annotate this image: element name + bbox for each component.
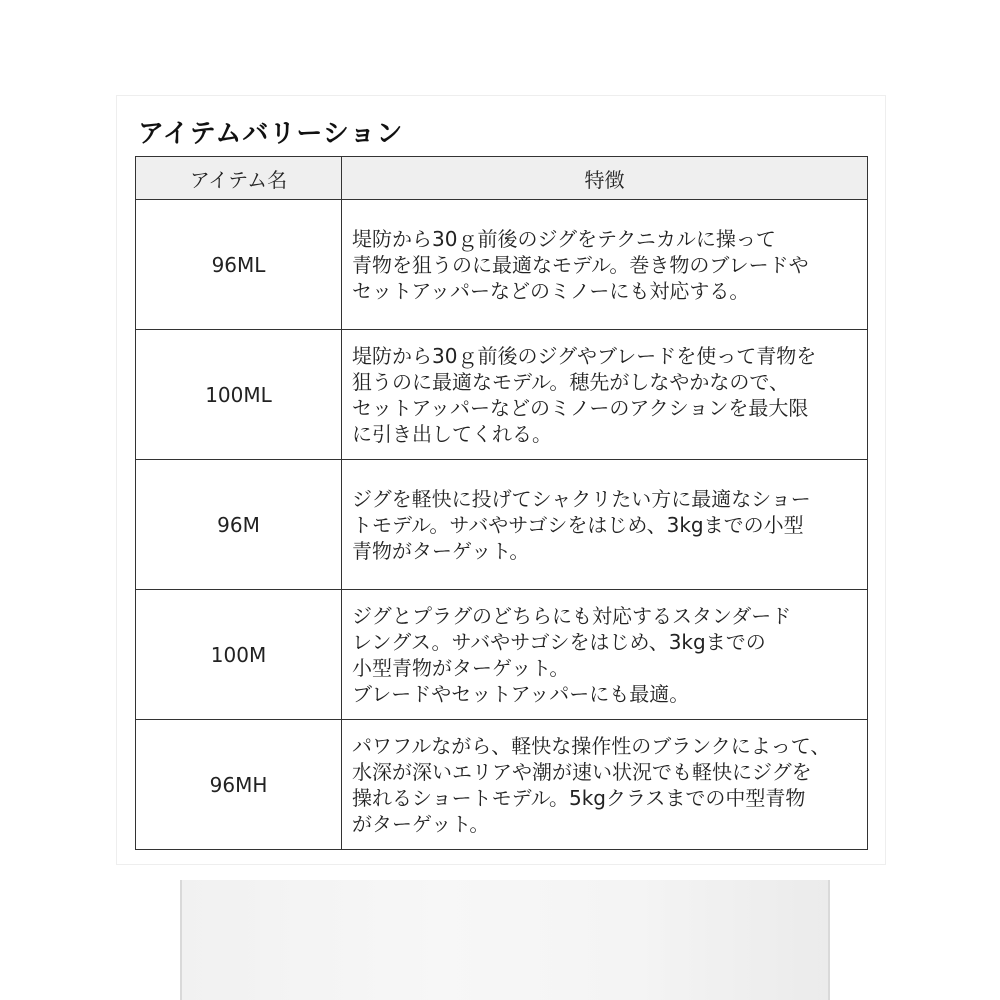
feature-cell: 堤防から30ｇ前後のジグやブレードを使って青物を 狙うのに最適なモデル。穂先がしなやかなので、 セットアッパーなどのミノーのアクションを最大限 に引き出してくれる。	[342, 330, 868, 460]
item-name-cell: 96M	[136, 460, 342, 590]
feature-cell: 堤防から30ｇ前後のジグをテクニカルに操って 青物を狙うのに最適なモデル。巻き物のブレードや セットアッパーなどのミノーにも対応する。	[342, 200, 868, 330]
table-row	[136, 720, 868, 850]
item-name-cell: 100ML	[136, 330, 342, 460]
table-row	[136, 200, 868, 330]
header-feature: 特徴	[342, 157, 868, 200]
item-variation-table	[135, 156, 868, 850]
table-row	[136, 460, 868, 590]
item-name-cell: 100M	[136, 590, 342, 720]
feature-cell: パワフルながら、軽快な操作性のブランクによって、 水深が深いエリアや潮が速い状況でも軽快にジグを 操れるショートモデル。5kgクラスまでの中型青物 がターゲット。	[342, 720, 868, 850]
table-header-row	[136, 157, 868, 200]
header-item-name: アイテム名	[136, 157, 342, 200]
item-name-cell: 96ML	[136, 200, 342, 330]
item-name-cell: 96MH	[136, 720, 342, 850]
table-row	[136, 590, 868, 720]
bottom-product-image	[180, 880, 830, 1000]
section-title: アイテムバリーション	[138, 119, 404, 149]
feature-cell: ジグを軽快に投げてシャクリたい方に最適なショー トモデル。サバやサゴシをはじめ、3kgまでの小型 青物がターゲット。	[342, 460, 868, 590]
table-row	[136, 330, 868, 460]
feature-cell: ジグとプラグのどちらにも対応するスタンダード レングス。サバやサゴシをはじめ、3kgまでの 小型青物がターゲット。 ブレードやセットアッパーにも最適。	[342, 590, 868, 720]
